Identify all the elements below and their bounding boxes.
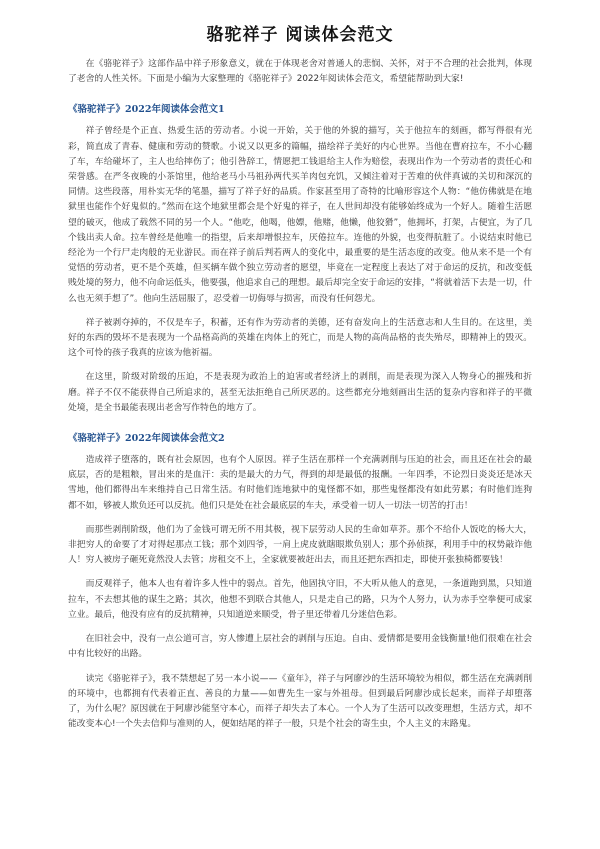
section-1-paragraph-1: 祥子曾经是个正直、热爱生活的劳动者。小说一开始，关于他的外貌的描写，关于他拉车的刻画，都写得很有光彩，简直成了青春、健康和劳动的赞歌。小说又以更多的篇幅，描绘祥子美好的内心世界。当他在曹府拉车，不小心翻了车，车给碰坏了，主人也给摔伤了；他引咎辞工，情愿把工钱退给主人作为赔偿，表现出作为一个劳动者的责任心和荣誉感。在严冬夜晚的小茶馆里，他给老马小马祖孙两代买羊肉包充饥，又倾注着对于苦难的伙伴真诚的关切和深沉的同情。这些段落，用朴实无华的笔墨，描写了祥子好的品质。作家甚至用了奇特的比喻形容这个人物：“他仿佛就是在地狱里也能作个好鬼似的。”然而在这个地狱里都会是个好鬼的祥子，在人世间却没有能够始终成为一个好人。随着生活愿望的破灭，他成了载然不同的另一个人。“他吃，他喝，他嫖，他赌，他懒，他狡猾”，他拥坏，打架，占便宜，为了几个钱出卖人命。拉车曾经是他唯一的指望，后来却增恨拉车，厌倦拉车。连他的外貌，也变得肮脏了。小说结束时他已经沦为一个行尸走肉般的无业游民。而在祥子前后判若两人的变化中，最重要的是生活态度的改变。他从来不是一个有觉悟的劳动者，更不是个英雄，但买辆车做个独立劳动者的愿望，毕竟在一定程度上表达了对于命运的反抗，和改变低贱处境的努力，他不向命运低头，他要强，他追求自己的理想。最后却完全安于命运的安排，“将就着活下去是一切，什么也无须手想了”。他向生活屈服了，忍受着一切侮辱与损害，而没有任何怨尤。 <box>68 126 532 304</box>
intro-paragraph: 在《骆驼祥子》这部作品中祥子形象意义，就在于体现老舍对普通人的悲悯、关怀，对于不合理的社会批判，体现了老舍的人性关怀。下面是小编为大家整理的《骆驼祥子》2022年阅读体会范文，希望能帮助到大家! <box>68 59 532 85</box>
section-1-paragraph-2: 祥子被剥夺掉的，不仅是车子，积蓄，还有作为劳动者的美德，还有奋发向上的生活意志和人生目的。在这里，美好的东西的毁坏不是表现为一个品格高尚的英雄在肉体上的死亡，而是人物的高尚品格的丧失殆尽，即精神上的毁灭。这个可怜的孩子我真的应该为他祈福。 <box>68 317 532 359</box>
section-1-heading: 《骆驼祥子》2022年阅读体会范文1 <box>68 104 225 116</box>
section-2-paragraph-1: 造成祥子堕落的，既有社会原因，也有个人原因。祥子生活在那样一个充满剥削与压迫的社会，而且还在社会的最底层，否的是粗粮，冒出来的是血汗：卖的是最大的力气，得到的却是最低的报酬。一年四季，不论烈日炎炎还是冰天雪地，他们都得出车来维持自己日常生活。有时他们连地狱中的鬼怪都不如，那些鬼怪都没有如此劳累；有时他们连狗都不如，够被人欺负还可以反抗。他们只是处在社会最底层的车夫，承受着一切人一切法一切苦的打击！ <box>68 455 532 511</box>
section-2-paragraph-2: 而那些剥削阶级，他们为了金钱可谓无所不用其极，视下层劳动人民的生命如草芥。那个不给仆人饭吃的杨大大，非把穷人的命要了才对得起那点工钱；那个刘四爷，一肩上虎皮就瞎眼欺负别人；那个孙侦探，利用手中的权势敲诈他人！穷人被房子砸死竟然没人去管；房租交不上，全家就要被赶出去，而且还把东西扣走，即使开张独椅都要钱！ <box>68 524 532 566</box>
document-title: 骆驼祥子 阅读体会范文 <box>206 25 394 45</box>
section-2-paragraph-3: 而反观祥子，他本人也有着许多人性中的弱点。首先，他固执守旧，不大听从他人的意见，一条道跑到黑，只知道拉车，不去想其他的谋生之路；其次，他想不到联合其他人，只是走自己的路，只为个人努力，认为赤手空拳便可成家立业。最后，他没有应有的反抗精神，只知道逆来顺受，骨子里还带着几分迷信色彩。 <box>68 579 532 620</box>
section-2-paragraph-4: 在旧社会中，没有一点公道可言，穷人惨遭上层社会的剥削与压迫。自由、爱情都是要用金钱衡量!他们很难在社会中有比较好的出路。 <box>68 634 532 660</box>
section-1-paragraph-3: 在这里，阶级对阶级的压迫，不是表现为政治上的迫害或者经济上的剥削，而是表现为深入人物身心的摧残和折磨。祥子不仅不能获得自己所追求的，甚至无法拒绝自己所厌恶的。这些都充分地刻画出生活的复杂内容和祥子的平微处境，是全书最能表现出老舍写作特色的地方了。 <box>68 372 532 413</box>
section-2-paragraph-5: 读完《骆驼祥子》，我不禁想起了另一本小说——《童年》，祥子与阿廖沙的生活环境较为相似，都生活在充满剥削的环境中，也都拥有代表着正直、善良的力量——如曹先生一家与外祖母。但到最后阿廖沙成长起来，而祥子却堕落了，为什么呢？原因就在于阿廖沙能坚守本心，而祥子却失去了本心。一个人为了生活可以改变理想，生活方式，却不能改变本心!一个失去信仰与准则的人，便如结尾的祥子一般，只是个社会的寄生虫，个人主义的末路鬼。 <box>68 673 532 730</box>
section-2-heading: 《骆驼祥子》2022年阅读体会范文2 <box>68 433 225 445</box>
